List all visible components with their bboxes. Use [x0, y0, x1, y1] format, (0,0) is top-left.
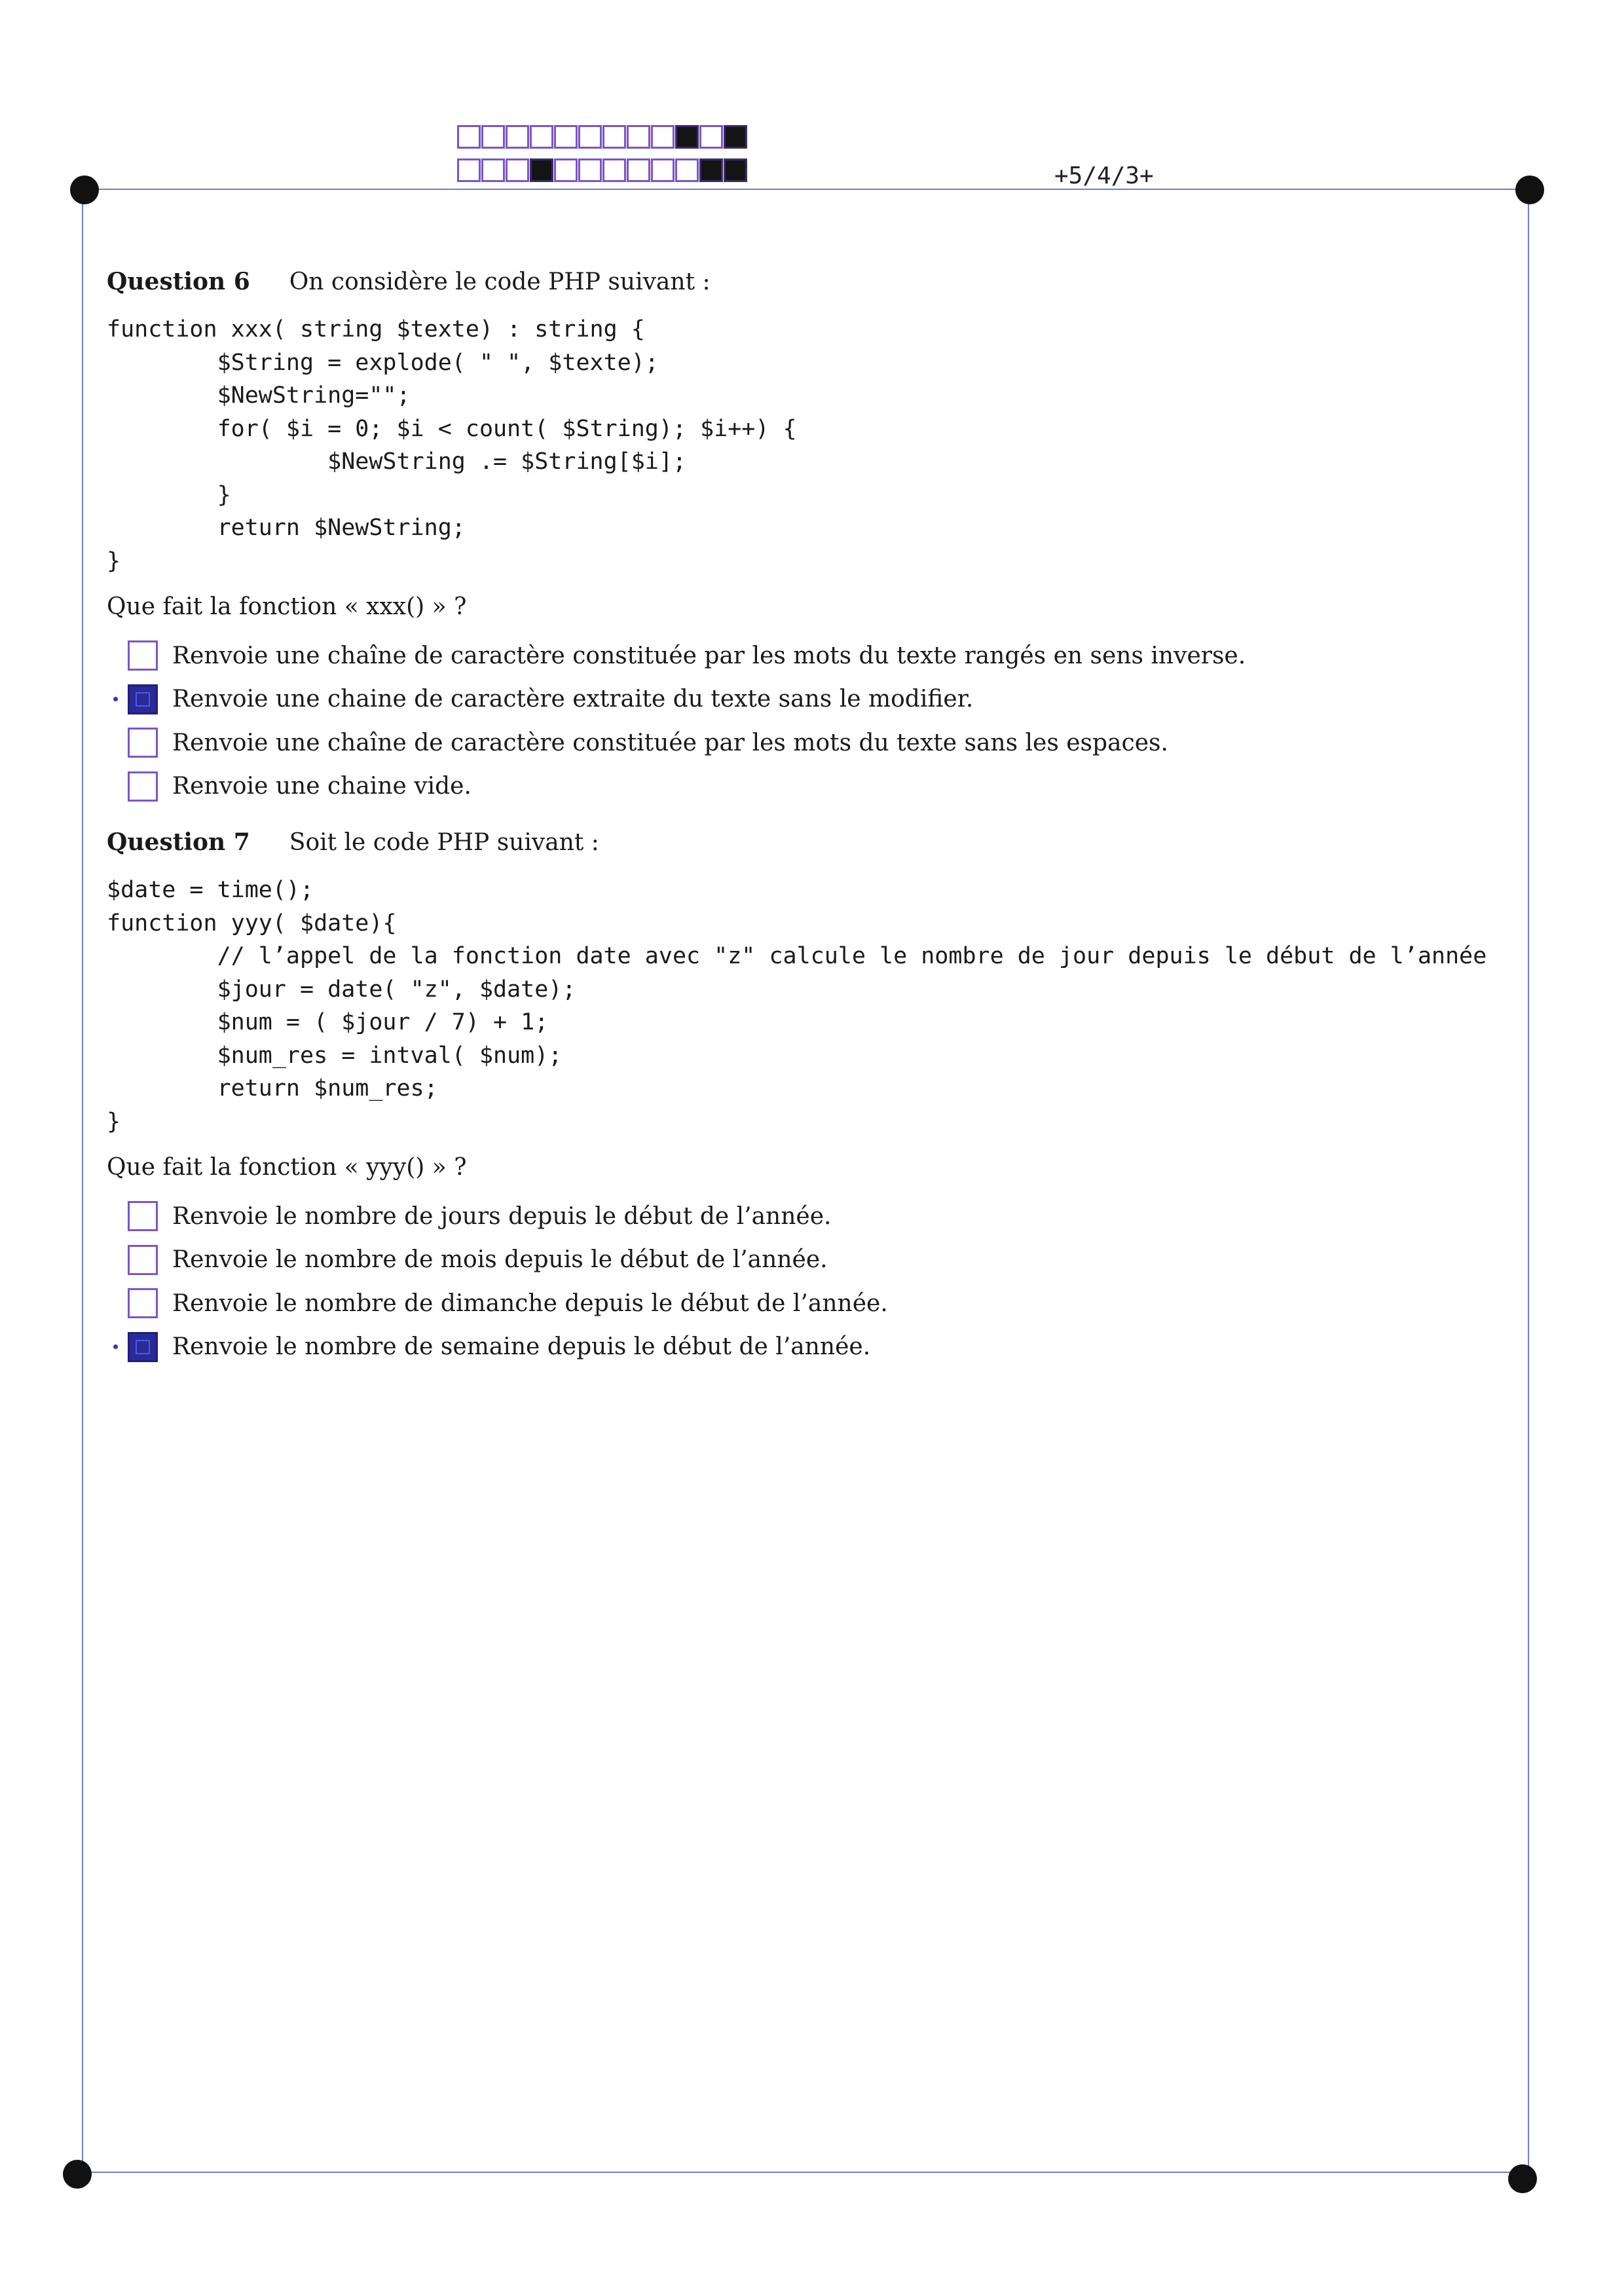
barcode-cell: [530, 125, 553, 149]
barcode-cell: [554, 125, 578, 149]
answer-list: [107, 1194, 1534, 1369]
answer-option[interactable]: [107, 1282, 1534, 1325]
barcode-cell: [627, 125, 650, 149]
question-prompt: Que fait la fonction « xxx() » ?: [107, 593, 467, 620]
barcode-cell: [578, 125, 602, 149]
barcode-cell: [457, 158, 481, 182]
marker-dot: [113, 1344, 118, 1349]
checkbox[interactable]: [128, 640, 158, 671]
barcode-cell: [699, 158, 723, 182]
question-intro: Soit le code PHP suivant :: [289, 828, 599, 856]
checkbox[interactable]: [128, 1288, 158, 1318]
barcode-cell: [481, 125, 505, 149]
barcode-cell: [627, 158, 650, 182]
barcode-cell: [554, 158, 578, 182]
checkbox[interactable]: [128, 1245, 158, 1275]
corner-mark-top-right: [1515, 176, 1544, 204]
question-intro: On considère le code PHP suivant :: [289, 268, 711, 295]
answer-option[interactable]: [107, 1325, 1534, 1369]
answer-option[interactable]: [107, 765, 1534, 809]
answer-option[interactable]: [107, 634, 1534, 678]
question-header: [107, 823, 1534, 862]
question-6: [107, 262, 1534, 808]
barcode-cell: [506, 158, 529, 182]
checkbox[interactable]: [128, 771, 158, 802]
question-prompt: Que fait la fonction « yyy() » ?: [107, 1153, 467, 1181]
code-block: $date = time(); function yyy( $date){ // l’appel de la fonction date avec "z" calcule le nombre de jour depuis le début de l’année $jour = date( "z", $date); $num = ( $jour / 7) + 1; $num_res = intval( $num); return $num_res; }: [107, 877, 1487, 1135]
answer-text: Renvoie le nombre de semaine depuis le début de l’année.: [172, 1333, 871, 1361]
answer-option[interactable]: [107, 678, 1534, 722]
answer-text: Renvoie le nombre de dimanche depuis le début de l’année.: [172, 1289, 888, 1317]
checkbox[interactable]: [128, 1201, 158, 1231]
barcode-cell: [651, 158, 675, 182]
barcode-cell: [506, 125, 529, 149]
content: [107, 262, 1534, 1383]
answer-text: Renvoie une chaine de caractère extraite du texte sans le modifier.: [172, 686, 974, 713]
answer-list: [107, 634, 1534, 808]
barcode-cell: [651, 125, 675, 149]
answer-option[interactable]: [107, 1238, 1534, 1282]
answer-option[interactable]: [107, 721, 1534, 765]
barcode-cell: [602, 125, 626, 149]
answer-option[interactable]: [107, 1194, 1534, 1238]
answer-text: Renvoie une chaîne de caractère constituée par les mots du texte rangés en sens inverse.: [172, 642, 1246, 669]
question-number: Question 6: [107, 268, 250, 295]
barcode-cell: [481, 158, 505, 182]
code-block: function xxx( string $texte) : string { $String = explode( " ", $texte); $NewString=""; for( $i = 0; $i < count( $String); $i++) { $NewString .= $String[$i]; } return $NewString; }: [107, 316, 797, 574]
barcode-row-1: [457, 125, 748, 149]
answer-text: Renvoie une chaine vide.: [172, 773, 472, 800]
barcode-cell: [699, 125, 723, 149]
page-id: +5/4/3+: [1054, 162, 1154, 189]
barcode-cell: [578, 158, 602, 182]
answer-text: Renvoie le nombre de jours depuis le début de l’année.: [172, 1202, 832, 1230]
answer-text: Renvoie le nombre de mois depuis le début de l’année.: [172, 1246, 828, 1274]
question-header: [107, 262, 1534, 301]
checkbox-mark: [136, 692, 150, 707]
marker-dot: [113, 697, 118, 701]
barcode-cell: [602, 158, 626, 182]
corner-mark-bottom-left: [63, 2160, 92, 2189]
barcode-cell: [724, 158, 747, 182]
corner-mark-bottom-right: [1508, 2164, 1537, 2193]
checkbox-mark: [136, 1340, 150, 1354]
question-7: [107, 823, 1534, 1369]
corner-mark-top-left: [70, 176, 99, 204]
barcode-cell: [675, 125, 699, 149]
barcode-row-2: [457, 158, 748, 182]
checkbox[interactable]: [128, 728, 158, 758]
barcode-cell: [457, 125, 481, 149]
answer-text: Renvoie une chaîne de caractère constituée par les mots du texte sans les espaces.: [172, 729, 1168, 756]
question-number: Question 7: [107, 828, 250, 856]
checkbox[interactable]: [128, 684, 158, 714]
checkbox[interactable]: [128, 1332, 158, 1362]
barcode-cell: [724, 125, 747, 149]
barcode-cell: [530, 158, 553, 182]
barcode-cell: [675, 158, 699, 182]
